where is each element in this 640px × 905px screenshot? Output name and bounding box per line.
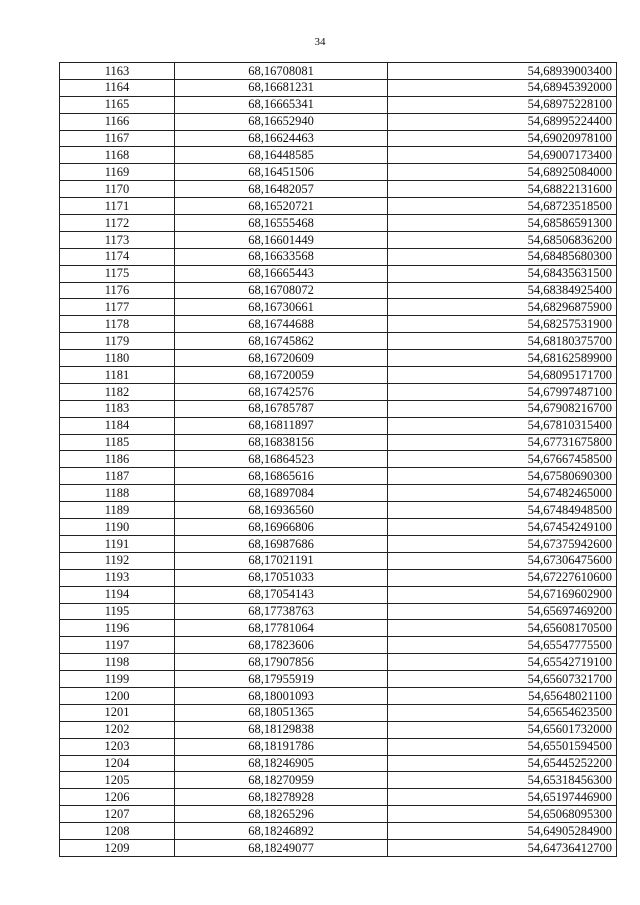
point-number-cell: 1184	[60, 417, 175, 434]
x-coordinate-cell: 68,16987686	[175, 535, 388, 552]
x-coordinate-cell: 68,16708072	[175, 282, 388, 299]
table-row	[60, 535, 617, 552]
x-coordinate-cell: 68,16665443	[175, 265, 388, 282]
point-number-cell: 1174	[60, 248, 175, 265]
coordinates-table	[59, 62, 617, 857]
point-number-cell: 1189	[60, 502, 175, 519]
table-row	[60, 400, 617, 417]
point-number-cell: 1178	[60, 316, 175, 333]
table-row	[60, 468, 617, 485]
x-coordinate-cell: 68,16864523	[175, 451, 388, 468]
point-number-cell: 1173	[60, 231, 175, 248]
x-coordinate-cell: 68,16730661	[175, 299, 388, 316]
x-coordinate-cell: 68,16451506	[175, 164, 388, 181]
table-row	[60, 721, 617, 738]
point-number-cell: 1191	[60, 535, 175, 552]
y-coordinate-cell: 54,65697469200	[388, 603, 617, 620]
table-row	[60, 738, 617, 755]
table-row	[60, 113, 617, 130]
table-row	[60, 63, 617, 80]
table-row	[60, 637, 617, 654]
y-coordinate-cell: 54,65318456300	[388, 772, 617, 789]
table-row	[60, 282, 617, 299]
y-coordinate-cell: 54,68095171700	[388, 367, 617, 384]
x-coordinate-cell: 68,16811897	[175, 417, 388, 434]
y-coordinate-cell: 54,69007173400	[388, 147, 617, 164]
point-number-cell: 1176	[60, 282, 175, 299]
table-row	[60, 164, 617, 181]
point-number-cell: 1190	[60, 519, 175, 536]
y-coordinate-cell: 54,67997487100	[388, 383, 617, 400]
y-coordinate-cell: 54,68586591300	[388, 215, 617, 232]
table-row	[60, 772, 617, 789]
table-row	[60, 654, 617, 671]
table-row	[60, 198, 617, 215]
y-coordinate-cell: 54,68485680300	[388, 248, 617, 265]
table-row	[60, 839, 617, 856]
y-coordinate-cell: 54,67908216700	[388, 400, 617, 417]
point-number-cell: 1172	[60, 215, 175, 232]
point-number-cell: 1195	[60, 603, 175, 620]
y-coordinate-cell: 54,68435631500	[388, 265, 617, 282]
point-number-cell: 1180	[60, 350, 175, 367]
point-number-cell: 1188	[60, 485, 175, 502]
point-number-cell: 1192	[60, 552, 175, 569]
x-coordinate-cell: 68,16708081	[175, 63, 388, 80]
y-coordinate-cell: 54,67484948500	[388, 502, 617, 519]
table-row	[60, 350, 617, 367]
point-number-cell: 1198	[60, 654, 175, 671]
x-coordinate-cell: 68,16681231	[175, 79, 388, 96]
y-coordinate-cell: 54,65601732000	[388, 721, 617, 738]
x-coordinate-cell: 68,18249077	[175, 839, 388, 856]
x-coordinate-cell: 68,16482057	[175, 181, 388, 198]
table-row	[60, 485, 617, 502]
y-coordinate-cell: 54,68162589900	[388, 350, 617, 367]
y-coordinate-cell: 54,68296875900	[388, 299, 617, 316]
x-coordinate-cell: 68,17907856	[175, 654, 388, 671]
x-coordinate-cell: 68,16897084	[175, 485, 388, 502]
table-row	[60, 755, 617, 772]
y-coordinate-cell: 54,65608170500	[388, 620, 617, 637]
y-coordinate-cell: 54,65648021100	[388, 687, 617, 704]
table-row	[60, 806, 617, 823]
x-coordinate-cell: 68,16744688	[175, 316, 388, 333]
point-number-cell: 1185	[60, 434, 175, 451]
table-row	[60, 586, 617, 603]
y-coordinate-cell: 54,65607321700	[388, 671, 617, 688]
x-coordinate-cell: 68,18265296	[175, 806, 388, 823]
x-coordinate-cell: 68,16720609	[175, 350, 388, 367]
table-row	[60, 248, 617, 265]
point-number-cell: 1193	[60, 569, 175, 586]
table-row	[60, 231, 617, 248]
y-coordinate-cell: 54,67306475600	[388, 552, 617, 569]
y-coordinate-cell: 54,68822131600	[388, 181, 617, 198]
point-number-cell: 1208	[60, 823, 175, 840]
y-coordinate-cell: 54,65547775500	[388, 637, 617, 654]
table-row	[60, 299, 617, 316]
x-coordinate-cell: 68,17051033	[175, 569, 388, 586]
point-number-cell: 1169	[60, 164, 175, 181]
table-row	[60, 671, 617, 688]
x-coordinate-cell: 68,17021191	[175, 552, 388, 569]
x-coordinate-cell: 68,16865616	[175, 468, 388, 485]
y-coordinate-cell: 54,64736412700	[388, 839, 617, 856]
x-coordinate-cell: 68,16966806	[175, 519, 388, 536]
x-coordinate-cell: 68,18191786	[175, 738, 388, 755]
y-coordinate-cell: 54,68506836200	[388, 231, 617, 248]
table-row	[60, 569, 617, 586]
y-coordinate-cell: 54,65197446900	[388, 789, 617, 806]
point-number-cell: 1179	[60, 333, 175, 350]
y-coordinate-cell: 54,65542719100	[388, 654, 617, 671]
x-coordinate-cell: 68,16601449	[175, 231, 388, 248]
x-coordinate-cell: 68,16785787	[175, 400, 388, 417]
y-coordinate-cell: 54,64905284900	[388, 823, 617, 840]
table-row	[60, 620, 617, 637]
y-coordinate-cell: 54,68180375700	[388, 333, 617, 350]
x-coordinate-cell: 68,18001093	[175, 687, 388, 704]
y-coordinate-cell: 54,67731675800	[388, 434, 617, 451]
point-number-cell: 1200	[60, 687, 175, 704]
table-row	[60, 502, 617, 519]
x-coordinate-cell: 68,18270959	[175, 772, 388, 789]
x-coordinate-cell: 68,17955919	[175, 671, 388, 688]
y-coordinate-cell: 54,65654623500	[388, 704, 617, 721]
point-number-cell: 1163	[60, 63, 175, 80]
x-coordinate-cell: 68,16555468	[175, 215, 388, 232]
y-coordinate-cell: 54,68995224400	[388, 113, 617, 130]
x-coordinate-cell: 68,16720059	[175, 367, 388, 384]
y-coordinate-cell: 54,68257531900	[388, 316, 617, 333]
y-coordinate-cell: 54,65068095300	[388, 806, 617, 823]
table-row	[60, 96, 617, 113]
x-coordinate-cell: 68,18051365	[175, 704, 388, 721]
x-coordinate-cell: 68,17738763	[175, 603, 388, 620]
point-number-cell: 1196	[60, 620, 175, 637]
y-coordinate-cell: 54,67169602900	[388, 586, 617, 603]
point-number-cell: 1197	[60, 637, 175, 654]
point-number-cell: 1205	[60, 772, 175, 789]
point-number-cell: 1177	[60, 299, 175, 316]
y-coordinate-cell: 54,65445252200	[388, 755, 617, 772]
point-number-cell: 1204	[60, 755, 175, 772]
x-coordinate-cell: 68,16936560	[175, 502, 388, 519]
y-coordinate-cell: 54,67482465000	[388, 485, 617, 502]
point-number-cell: 1207	[60, 806, 175, 823]
point-number-cell: 1183	[60, 400, 175, 417]
table-row	[60, 417, 617, 434]
point-number-cell: 1209	[60, 839, 175, 856]
y-coordinate-cell: 54,68925084000	[388, 164, 617, 181]
x-coordinate-cell: 68,16624463	[175, 130, 388, 147]
point-number-cell: 1165	[60, 96, 175, 113]
x-coordinate-cell: 68,17054143	[175, 586, 388, 603]
point-number-cell: 1186	[60, 451, 175, 468]
x-coordinate-cell: 68,16838156	[175, 434, 388, 451]
table-row	[60, 181, 617, 198]
y-coordinate-cell: 54,68384925400	[388, 282, 617, 299]
point-number-cell: 1164	[60, 79, 175, 96]
table-row	[60, 130, 617, 147]
table-row	[60, 519, 617, 536]
table-row	[60, 147, 617, 164]
table-row	[60, 451, 617, 468]
point-number-cell: 1203	[60, 738, 175, 755]
y-coordinate-cell: 54,68945392000	[388, 79, 617, 96]
point-number-cell: 1199	[60, 671, 175, 688]
table-row	[60, 704, 617, 721]
x-coordinate-cell: 68,16448585	[175, 147, 388, 164]
point-number-cell: 1167	[60, 130, 175, 147]
table-row	[60, 687, 617, 704]
x-coordinate-cell: 68,16742576	[175, 383, 388, 400]
table-row	[60, 265, 617, 282]
table-row	[60, 789, 617, 806]
x-coordinate-cell: 68,16665341	[175, 96, 388, 113]
point-number-cell: 1170	[60, 181, 175, 198]
table-row	[60, 823, 617, 840]
y-coordinate-cell: 54,67454249100	[388, 519, 617, 536]
y-coordinate-cell: 54,67810315400	[388, 417, 617, 434]
x-coordinate-cell: 68,18129838	[175, 721, 388, 738]
point-number-cell: 1201	[60, 704, 175, 721]
y-coordinate-cell: 54,67667458500	[388, 451, 617, 468]
point-number-cell: 1206	[60, 789, 175, 806]
table-row	[60, 552, 617, 569]
table-row	[60, 79, 617, 96]
table-row	[60, 434, 617, 451]
coordinates-table-body	[60, 63, 617, 857]
point-number-cell: 1181	[60, 367, 175, 384]
table-row	[60, 603, 617, 620]
y-coordinate-cell: 54,67375942600	[388, 535, 617, 552]
page-number: 34	[314, 36, 326, 48]
x-coordinate-cell: 68,18246905	[175, 755, 388, 772]
x-coordinate-cell: 68,17823606	[175, 637, 388, 654]
x-coordinate-cell: 68,18278928	[175, 789, 388, 806]
x-coordinate-cell: 68,16633568	[175, 248, 388, 265]
table-row	[60, 215, 617, 232]
y-coordinate-cell: 54,68975228100	[388, 96, 617, 113]
point-number-cell: 1194	[60, 586, 175, 603]
y-coordinate-cell: 54,68723518500	[388, 198, 617, 215]
y-coordinate-cell: 54,67227610600	[388, 569, 617, 586]
x-coordinate-cell: 68,16652940	[175, 113, 388, 130]
y-coordinate-cell: 54,69020978100	[388, 130, 617, 147]
table-row	[60, 316, 617, 333]
table-row	[60, 333, 617, 350]
x-coordinate-cell: 68,16520721	[175, 198, 388, 215]
point-number-cell: 1182	[60, 383, 175, 400]
x-coordinate-cell: 68,17781064	[175, 620, 388, 637]
y-coordinate-cell: 54,68939003400	[388, 63, 617, 80]
point-number-cell: 1175	[60, 265, 175, 282]
y-coordinate-cell: 54,67580690300	[388, 468, 617, 485]
point-number-cell: 1187	[60, 468, 175, 485]
point-number-cell: 1171	[60, 198, 175, 215]
table-row	[60, 367, 617, 384]
point-number-cell: 1166	[60, 113, 175, 130]
x-coordinate-cell: 68,16745862	[175, 333, 388, 350]
point-number-cell: 1168	[60, 147, 175, 164]
x-coordinate-cell: 68,18246892	[175, 823, 388, 840]
point-number-cell: 1202	[60, 721, 175, 738]
table-row	[60, 383, 617, 400]
y-coordinate-cell: 54,65501594500	[388, 738, 617, 755]
